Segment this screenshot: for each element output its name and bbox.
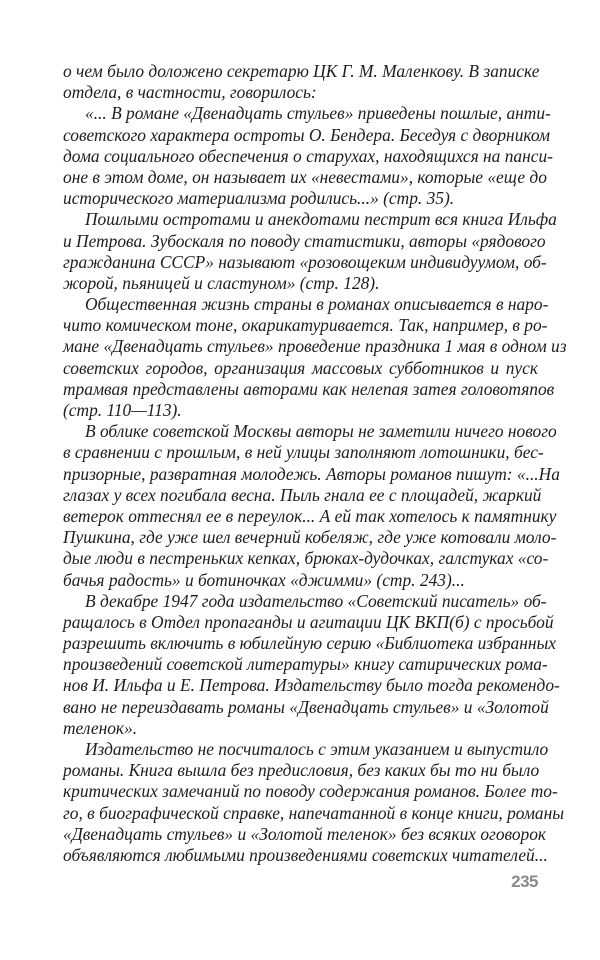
text-line: (стр. 110—113). — [63, 400, 182, 420]
text-line: романы. Книга вышла без предисловия, без каких бы то ни было — [63, 760, 540, 781]
page-number: 235 — [511, 872, 538, 891]
text-line: глазах у всех погибала весна. Пыль гнала ее с площадей, жаркий — [63, 484, 542, 505]
text-line: ращалось в Отдел пропаганды и агитации ЦК ВКП(б) с просьбой — [63, 611, 554, 632]
text-line: критических замечаний по поводу содержания романов. Более то- — [63, 781, 558, 802]
text-line: го, в биографической справке, напечатанной в конце книги, романы — [63, 802, 565, 823]
text-line: призорные, развратная молодежь. Авторы романов пишут: «...На — [63, 463, 560, 484]
text-line: мане «Двенадцать стульев» проведение праздника 1 мая в одном из — [63, 336, 567, 357]
text-line: жорой, пьяницей и сластуном» (стр. 128). — [63, 272, 380, 293]
text-line: ветерок оттеснял ее в переулок... А ей так хотелось к памятнику — [63, 505, 557, 526]
text-line: объявляются любимыми произведениями советских читателей... — [63, 844, 548, 865]
text-line: Общественная жизнь страны в романах описывается в наро- — [85, 294, 549, 315]
text-line: Издательство не посчиталось с этим указанием и выпустило — [85, 739, 549, 759]
text-line: советского характера остроты О. Бендера. Беседуя с дворником — [63, 124, 550, 145]
paragraph — [63, 590, 560, 739]
paragraph — [63, 739, 565, 866]
text-line: произведений советской литературы» книгу сатирических рома- — [63, 654, 548, 675]
text-line: Пушкина, где уже шел вечерний кобеляж, где уже котовали моло- — [63, 527, 557, 548]
text-line: «... В романе «Двенадцать стульев» приведены пошлые, анти- — [85, 103, 551, 124]
text-line: бачья радость» и ботиночках «джимми» (стр. 243)... — [63, 569, 465, 590]
text-line: трамвая представлены авторами как нелепая затея головотяпов — [63, 378, 555, 399]
text-line: вано не переиздавать романы «Двенадцать стульев» и «Золотой — [63, 696, 549, 717]
text-line: в сравнении с прошлым, в ней улицы заполняют лотошники, бес- — [63, 442, 544, 463]
text-line: разрешить включить в юбилейную серию «Библиотека избранных — [63, 633, 556, 654]
text-line: нов И. Ильфа и Е. Петрова. Издательству было тогда рекомендо- — [63, 675, 560, 696]
text-line: и Петрова. Зубоскаля по поводу статистики, авторы «рядового — [63, 230, 546, 251]
text-line: теленок». — [63, 717, 138, 738]
text-line: исторического материализма родились...» (стр. 35). — [63, 188, 455, 209]
text-line: дые люди в пестреньких кепках, брюках-дудочках, галстуках «со- — [63, 548, 549, 569]
text-line: Пошлыми остротами и анекдотами пестрит вся книга Ильфа — [85, 209, 557, 230]
text-line: оне в этом доме, он называет их «невестами», которые «еще до — [63, 166, 547, 187]
paragraph — [63, 209, 557, 294]
text-line: о чем было доложено секретарю ЦК Г. М. Маленкову. В записке — [63, 61, 540, 81]
text-line: В декабре 1947 года издательство «Советский писатель» об- — [85, 590, 547, 611]
page-body-text — [63, 61, 567, 866]
text-line: советских городов, организация массовых субботников и пуск — [63, 357, 538, 378]
text-line: дома социального обеспечения о старухах, находящихся на панси- — [63, 145, 553, 166]
paragraph — [63, 61, 538, 103]
text-line: «Двенадцать стульев» и «Золотой теленок» без всяких оговорок — [63, 823, 547, 844]
paragraph — [63, 421, 560, 591]
paragraph — [63, 294, 567, 421]
text-line: отдела, в частности, говорилось: — [63, 82, 317, 103]
text-line: чито комическом тоне, окарикатуривается. Так, например, в ро- — [63, 315, 548, 336]
text-line: гражданина СССР» называют «розовощеким индивидуумом, об- — [63, 251, 547, 272]
paragraph — [63, 103, 553, 209]
text-line: В облике советской Москвы авторы не заметили ничего нового — [85, 421, 557, 442]
